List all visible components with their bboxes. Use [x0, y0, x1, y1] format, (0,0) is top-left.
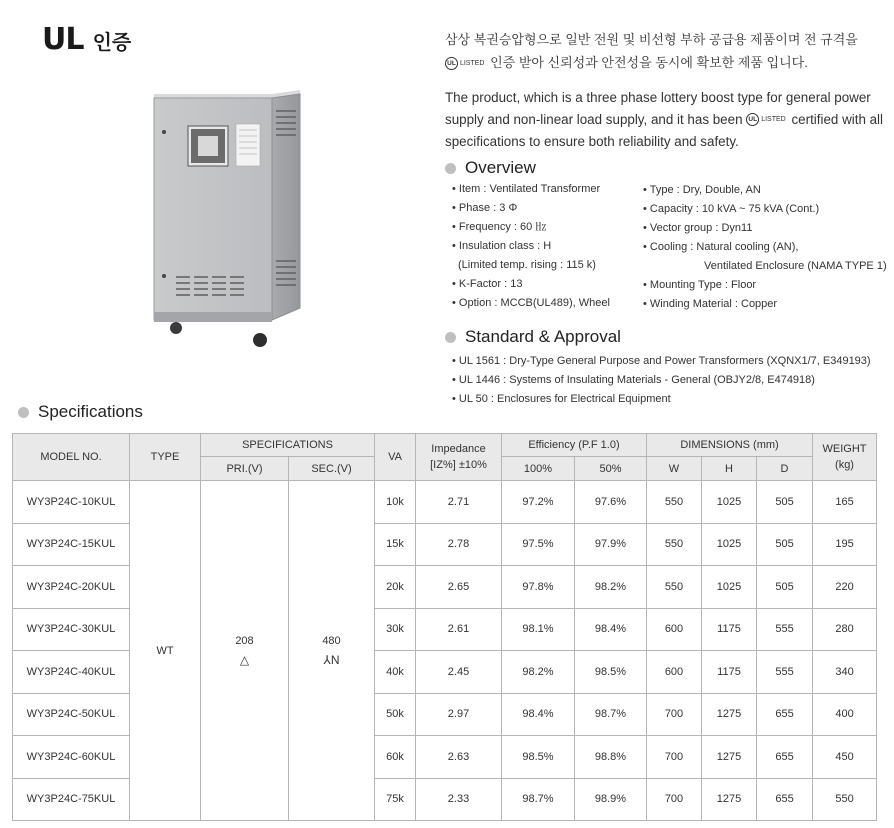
cell-model: WY3P24C-75KUL [13, 778, 130, 821]
overview-item: • Winding Material : Copper [643, 298, 778, 310]
cell-weight: 550 [813, 778, 877, 821]
cell-eff-50: 97.9% [575, 523, 647, 566]
header-eff-100: 100% [502, 457, 575, 481]
cell-w: 700 [647, 693, 702, 736]
cell-h: 1275 [702, 693, 757, 736]
cell-pri: 208 △ [201, 481, 289, 821]
cell-eff-50: 98.4% [575, 608, 647, 651]
standard-item: • UL 1446 : Systems of Insulating Materials - General (OBJY2/8, E474918) [452, 374, 815, 386]
header-efficiency: Efficiency (P.F 1.0) [502, 434, 647, 457]
header-weight: WEIGHT (kg) [813, 434, 877, 481]
header-eff-50: 50% [575, 457, 647, 481]
cell-model: WY3P24C-20KUL [13, 566, 130, 609]
cell-va: 75k [375, 778, 416, 821]
cell-weight: 165 [813, 481, 877, 524]
cell-w: 700 [647, 778, 702, 821]
cell-eff-100: 98.4% [502, 693, 575, 736]
header-pri: PRI.(V) [201, 457, 289, 481]
overview-item: (Limited temp. rising : 115 k) [458, 259, 596, 271]
intro-text [445, 28, 885, 152]
standard-heading: Standard & Approval [445, 327, 621, 347]
bullet-circle-icon [445, 332, 456, 343]
cell-impedance: 2.71 [416, 481, 502, 524]
cell-w: 600 [647, 608, 702, 651]
delta-symbol-icon: △ [239, 652, 250, 667]
cell-h: 1175 [702, 608, 757, 651]
cell-w: 550 [647, 481, 702, 524]
overview-item: • K-Factor : 13 [452, 278, 523, 290]
cell-eff-100: 97.5% [502, 523, 575, 566]
cell-weight: 400 [813, 693, 877, 736]
cell-type: WT [130, 481, 201, 821]
cell-va: 40k [375, 651, 416, 694]
cell-d: 555 [757, 651, 813, 694]
cell-impedance: 2.78 [416, 523, 502, 566]
cell-eff-50: 98.9% [575, 778, 647, 821]
cell-d: 555 [757, 608, 813, 651]
page-title [42, 22, 131, 57]
overview-item: • Capacity : 10 kVA ~ 75 kVA (Cont.) [643, 203, 820, 215]
cell-eff-100: 98.1% [502, 608, 575, 651]
overview-right-list [643, 181, 887, 314]
cell-eff-50: 97.6% [575, 481, 647, 524]
cell-w: 550 [647, 523, 702, 566]
cell-eff-50: 98.2% [575, 566, 647, 609]
cell-eff-50: 98.5% [575, 651, 647, 694]
overview-item: • Insulation class : H [452, 240, 552, 252]
ul-listed-mark-icon-2: UL LISTED [746, 109, 785, 131]
cell-weight: 450 [813, 736, 877, 779]
header-type: TYPE [130, 434, 201, 481]
specifications-table [12, 433, 877, 821]
cell-d: 505 [757, 523, 813, 566]
cell-weight: 340 [813, 651, 877, 694]
cell-d: 655 [757, 736, 813, 779]
bullet-circle-icon [18, 407, 29, 418]
cell-eff-100: 97.8% [502, 566, 575, 609]
cell-weight: 220 [813, 566, 877, 609]
cell-h: 1025 [702, 523, 757, 566]
cell-eff-100: 98.5% [502, 736, 575, 779]
cell-h: 1025 [702, 566, 757, 609]
cell-va: 15k [375, 523, 416, 566]
header-va: VA [375, 434, 416, 481]
transformer-cabinet-image [150, 90, 305, 350]
title-ul: UL [42, 22, 84, 57]
cell-va: 60k [375, 736, 416, 779]
intro-english: The product, which is a three phase lottery boost type for general power supply and non-linear load supply, and it has been UL LISTED certified with all specifications to ensure both reliability and safety. [445, 90, 884, 149]
cell-eff-100: 98.7% [502, 778, 575, 821]
cell-eff-50: 98.7% [575, 693, 647, 736]
cell-va: 10k [375, 481, 416, 524]
overview-heading: Overview [445, 158, 536, 178]
cell-weight: 280 [813, 608, 877, 651]
cell-h: 1175 [702, 651, 757, 694]
header-sec: SEC.(V) [289, 457, 375, 481]
overview-item: • Cooling : Natural cooling (AN), [643, 241, 799, 253]
header-h: H [702, 457, 757, 481]
cell-va: 20k [375, 566, 416, 609]
header-w: W [647, 457, 702, 481]
overview-left-list [452, 180, 610, 313]
specifications-heading: Specifications [18, 402, 143, 422]
cell-impedance: 2.63 [416, 736, 502, 779]
cell-d: 505 [757, 566, 813, 609]
cell-h: 1275 [702, 736, 757, 779]
cell-eff-100: 97.2% [502, 481, 575, 524]
intro-korean-line2: UL LISTED 인증 받아 신뢰성과 안전성을 동시에 확보한 제품 입니다. [445, 51, 885, 75]
overview-item: • Vector group : Dyn11 [643, 222, 753, 234]
header-d: D [757, 457, 813, 481]
intro-korean-line1: 삼상 복권승압형으로 일반 전원 및 비선형 부하 공급용 제품이며 전 규격을 [445, 32, 858, 47]
cell-d: 505 [757, 481, 813, 524]
cell-model: WY3P24C-60KUL [13, 736, 130, 779]
cell-eff-100: 98.2% [502, 651, 575, 694]
overview-item: • Mounting Type : Floor [643, 279, 757, 291]
cell-w: 550 [647, 566, 702, 609]
cell-sec: 480 ⅄N [289, 481, 375, 821]
header-impedance: Impedance [IZ%] ±10% [416, 434, 502, 481]
cell-model: WY3P24C-10KUL [13, 481, 130, 524]
cell-model: WY3P24C-30KUL [13, 608, 130, 651]
overview-item: Ventilated Enclosure (NAMA TYPE 1) [704, 260, 887, 272]
cell-weight: 195 [813, 523, 877, 566]
overview-item: • Frequency : 60 ㎐ [452, 221, 547, 233]
cell-d: 655 [757, 693, 813, 736]
cell-w: 700 [647, 736, 702, 779]
wye-neutral-symbol-icon: ⅄N [323, 652, 340, 667]
cell-h: 1025 [702, 481, 757, 524]
cell-impedance: 2.45 [416, 651, 502, 694]
standard-item: • UL 50 : Enclosures for Electrical Equipment [452, 393, 671, 405]
overview-item: • Phase : 3 Φ [452, 202, 518, 214]
title-certification: 인증 [92, 30, 132, 54]
cell-impedance: 2.33 [416, 778, 502, 821]
cell-impedance: 2.65 [416, 566, 502, 609]
cell-va: 30k [375, 608, 416, 651]
header-specifications: SPECIFICATIONS [201, 434, 375, 457]
cell-w: 600 [647, 651, 702, 694]
ul-listed-mark-icon: UL LISTED [445, 52, 484, 75]
cell-eff-50: 98.8% [575, 736, 647, 779]
cell-d: 655 [757, 778, 813, 821]
header-model: MODEL NO. [13, 434, 130, 481]
overview-item: • Item : Ventilated Transformer [452, 183, 601, 195]
cell-impedance: 2.61 [416, 608, 502, 651]
cell-model: WY3P24C-50KUL [13, 693, 130, 736]
cell-h: 1275 [702, 778, 757, 821]
overview-item: • Type : Dry, Double, AN [643, 184, 761, 196]
standard-list [452, 352, 871, 409]
bullet-circle-icon [445, 163, 456, 174]
table-row [13, 481, 877, 524]
overview-item: • Option : MCCB(UL489), Wheel [452, 297, 610, 309]
cell-va: 50k [375, 693, 416, 736]
cell-model: WY3P24C-15KUL [13, 523, 130, 566]
cell-model: WY3P24C-40KUL [13, 651, 130, 694]
header-dimensions: DIMENSIONS (mm) [647, 434, 813, 457]
standard-item: • UL 1561 : Dry-Type General Purpose and Power Transformers (XQNX1/7, E349193) [452, 355, 871, 367]
cell-impedance: 2.97 [416, 693, 502, 736]
